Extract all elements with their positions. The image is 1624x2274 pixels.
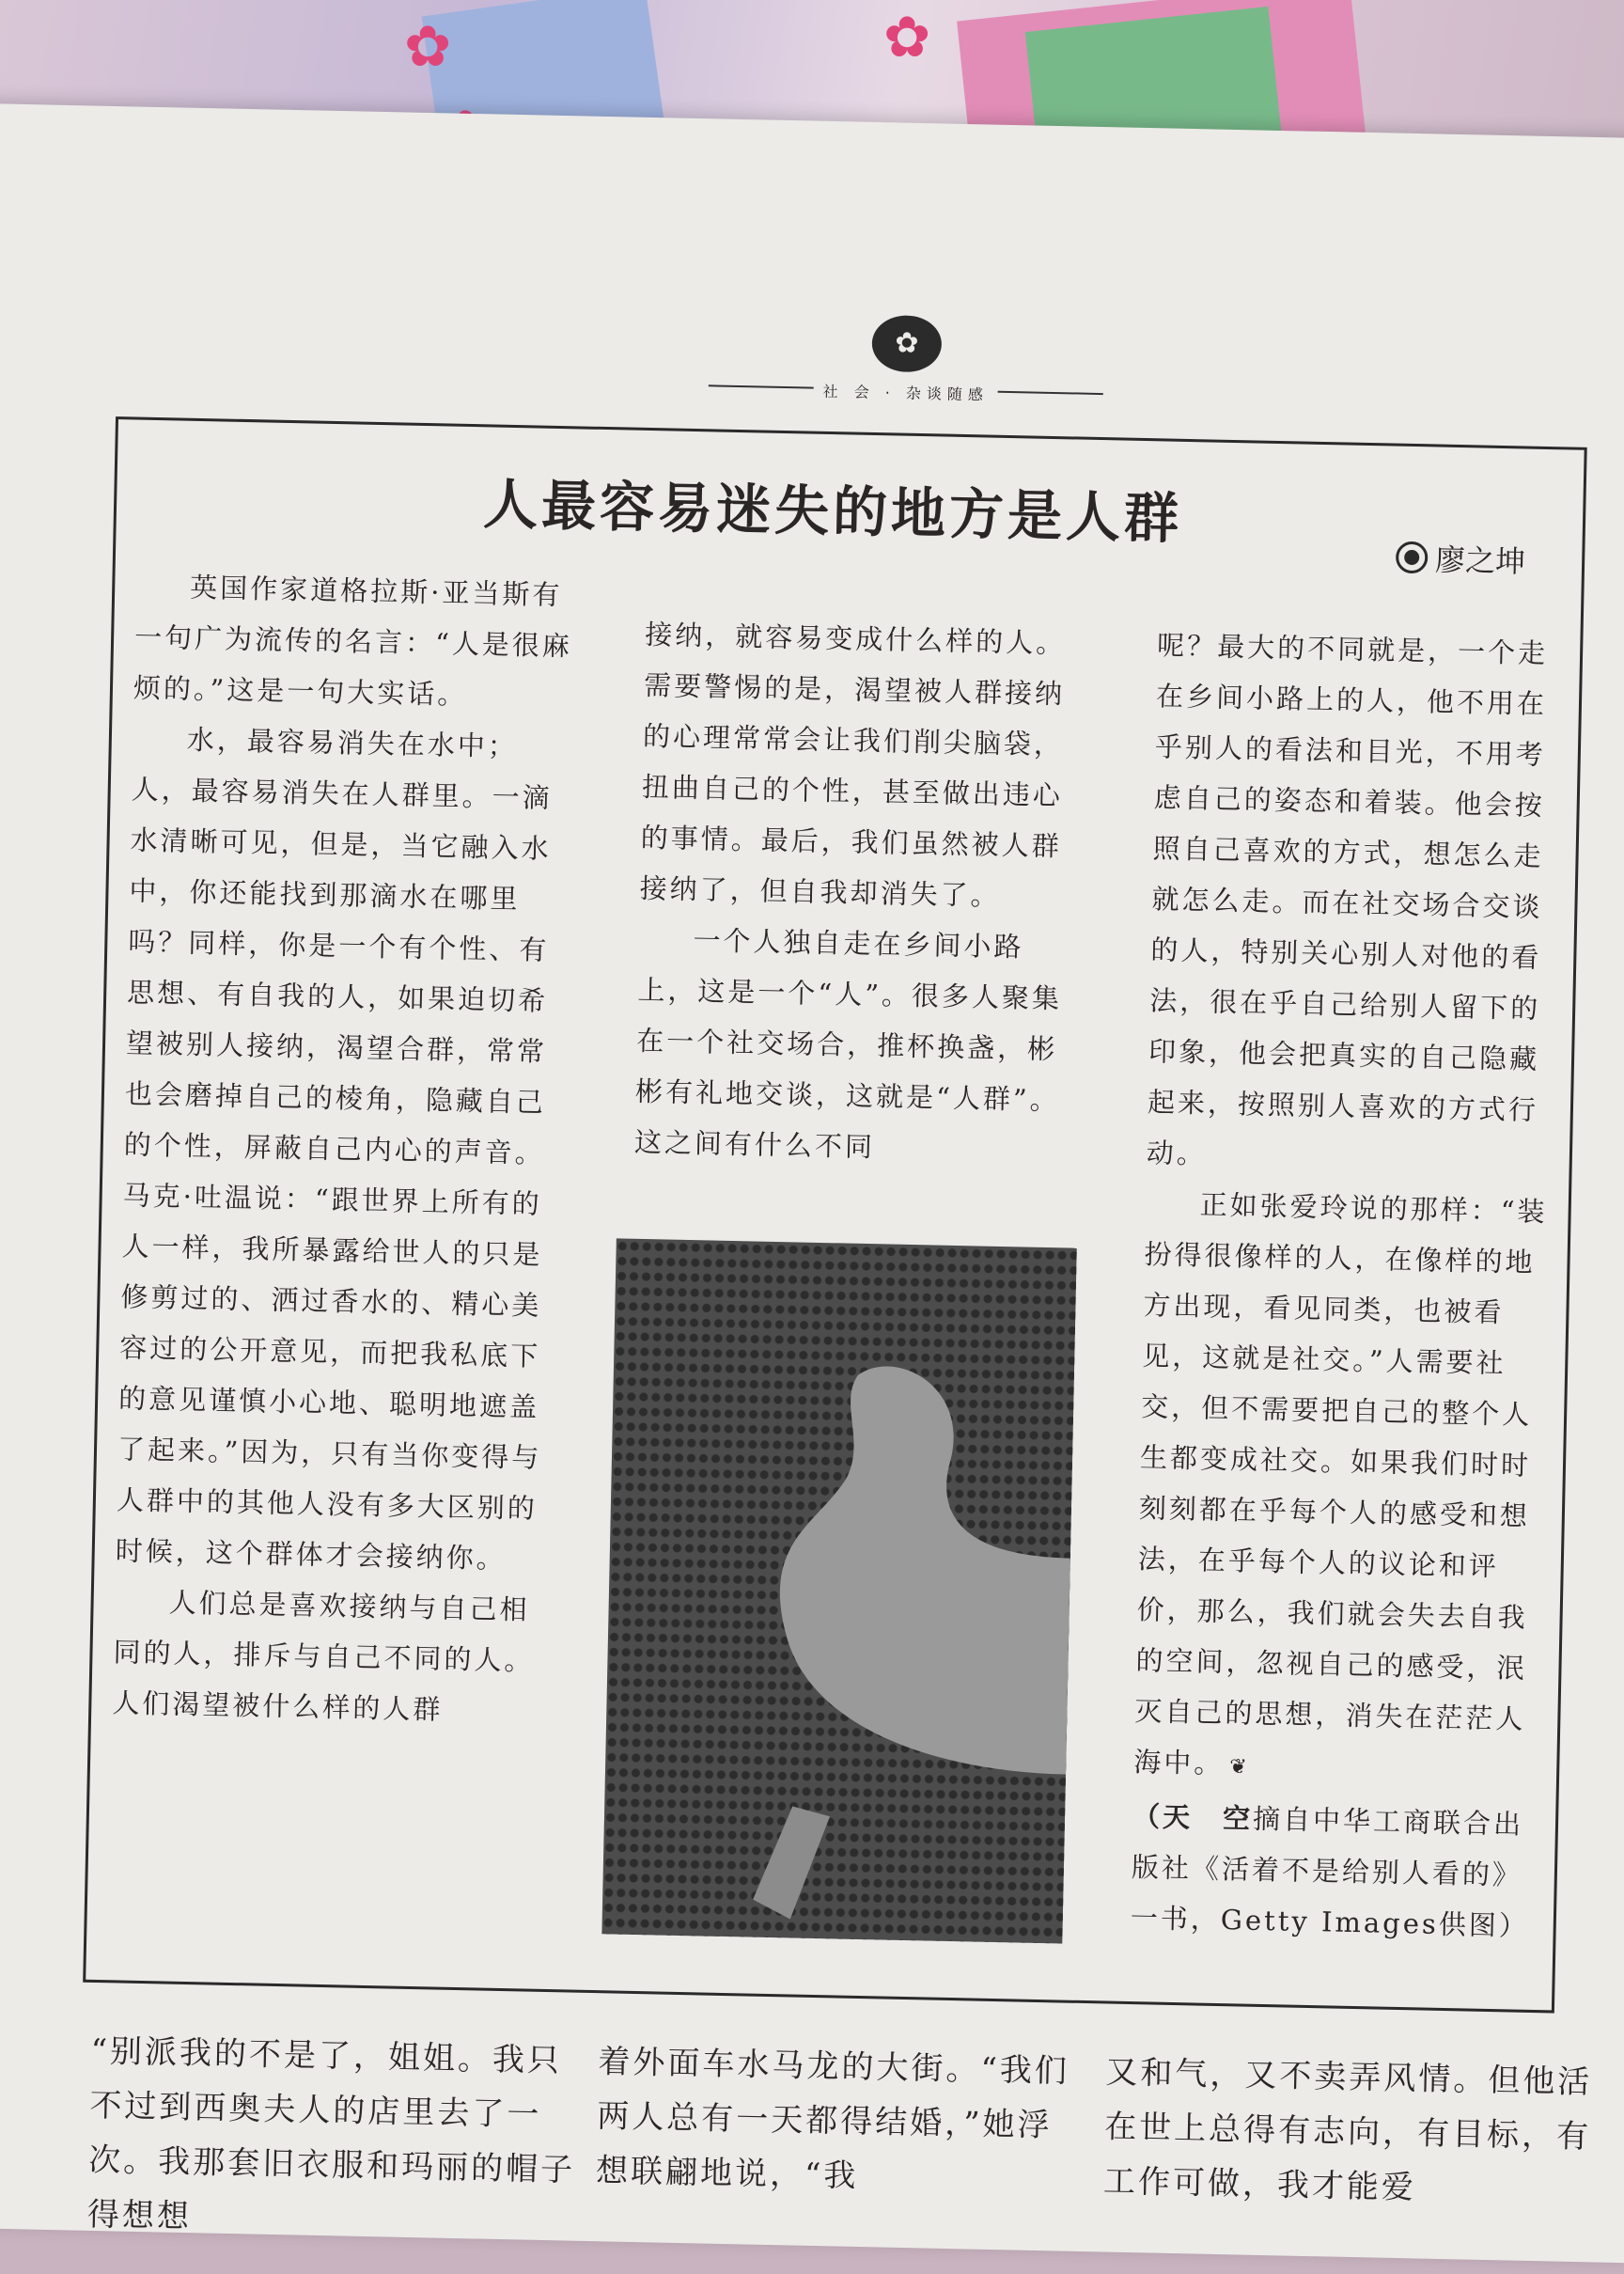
paragraph: 着外面车水马龙的大街。“我们两人总有一天都得结婚，”她浮想联翩地说，“我 <box>595 2043 1070 2196</box>
magazine-page <box>0 103 1624 2263</box>
section-label: 社 会 · 杂谈随感 <box>813 380 998 405</box>
paragraph: 呢？最大的不同就是，一个走在乡间小路上的人，他不用在乎别人的看法和目光，不用考虑自己的姿态和着装。他会按照自己喜欢的方式，想怎么走就怎么走。而在社交场合交谈的人，特别关心别人对他的看法，很在乎自己给别人留下的印象，他会把真实的自己隐藏起来，按照别人喜欢的方式行动。 <box>1146 629 1549 1170</box>
flower-icon: ✿ <box>404 14 452 80</box>
magazine-logo-icon: ✿ <box>871 315 942 373</box>
source-credit <box>1130 1791 1537 1952</box>
next-article-column-1 <box>86 2024 580 2252</box>
next-article-column-2 <box>595 2034 1087 2208</box>
paragraph: 水，最容易消失在水中；人，最容易消失在人群里。一滴水清晰可见，但是，当它融入水中，你还能找到那滴水在哪里吗？同样，你是一个有个性、有思想、有自我的人，如果迫切希望被别人接纳，渴望合群，常常也会磨掉自己的棱角，隐藏自己的个性，屏蔽自己内心的声音。马克·吐温说：“跟世界上所有的人一样，我所暴露给世人的只是修剪过的、洒过香水的、精心美容过的公开意见，而把我私底下的意见谨慎小心地、聪明地遮盖了起来。”因为，只有当你变得与人群中的其他人没有多大区别的时候，这个群体才会接纳你。 <box>115 723 554 1576</box>
paragraph: “别派我的不是了，姐姐。我只不过到西奥夫人的店里去了一次。我那套旧衣服和玛丽的帽子得想想 <box>86 2031 576 2236</box>
article-column-1 <box>112 561 578 1738</box>
credit-text: 摘自中华工商联合出版社《活着不是给别人看的》一书，Getty Images供图） <box>1130 1802 1530 1942</box>
paragraph: 又和气，又不卖弄风情。但他活在世上总得有志向，有目标，有工作可做，我才能爱 <box>1102 2053 1593 2207</box>
byline <box>1396 536 1526 582</box>
end-mark-icon: ❦ <box>1228 1755 1250 1780</box>
paragraph: 英国作家道格拉斯·亚当斯有一句广为流传的名言：“人是很麻烦的。”这是一句大实话。 <box>133 571 573 711</box>
article-title: 人最容易迷失的地方是人群 <box>482 472 1183 551</box>
author-name: 廖之坤 <box>1434 541 1526 580</box>
crowd-illustration <box>601 1238 1076 1943</box>
article-column-2 <box>633 609 1086 1177</box>
article-column-3 <box>1130 619 1561 1952</box>
byline-bullet-icon <box>1396 541 1429 574</box>
flower-icon: ✿ <box>883 5 931 71</box>
paragraph: 接纳，就容易变成什么样的人。需要警惕的是，渴望被人群接纳的心理常常会让我们削尖脑袋，扭曲自己的个性，甚至做出违心的事情。最后，我们虽然被人群接纳了，但自我却消失了。 <box>639 618 1067 912</box>
paragraph: 人们总是喜欢接纳与自己相同的人，排斥与自己不同的人。人们渴望被什么样的人群 <box>112 1586 535 1726</box>
header-rule <box>709 382 1103 404</box>
crowd-path-graphic <box>601 1238 1076 1943</box>
next-article-column-3 <box>1102 2046 1595 2219</box>
article-frame <box>83 416 1587 2013</box>
page-header <box>709 311 1105 404</box>
paragraph <box>1133 1178 1551 1799</box>
credit-editor: （天 空 <box>1132 1800 1254 1835</box>
paragraph: 一个人独自走在乡间小路上，这是一个“人”。很多人聚集在一个社交场合，推杯换盏，彬彬有礼地交谈，这就是“人群”。这之间有什么不同 <box>633 924 1063 1164</box>
paragraph-text: 正如张爱玲说的那样：“装扮得很像样的人，在像样的地方出现，看见同类，也被看见，这就是社交。”人需要社交，但不需要把自己的整个人生都变成社交。如果我们时时刻刻都在乎每个人的感受和想法，在乎每个人的议论和评价，那么，我们就会失去自我的空间，忽视自己的感受，泯灭自己的思想，消失在茫茫人海中。 <box>1132 1188 1548 1780</box>
